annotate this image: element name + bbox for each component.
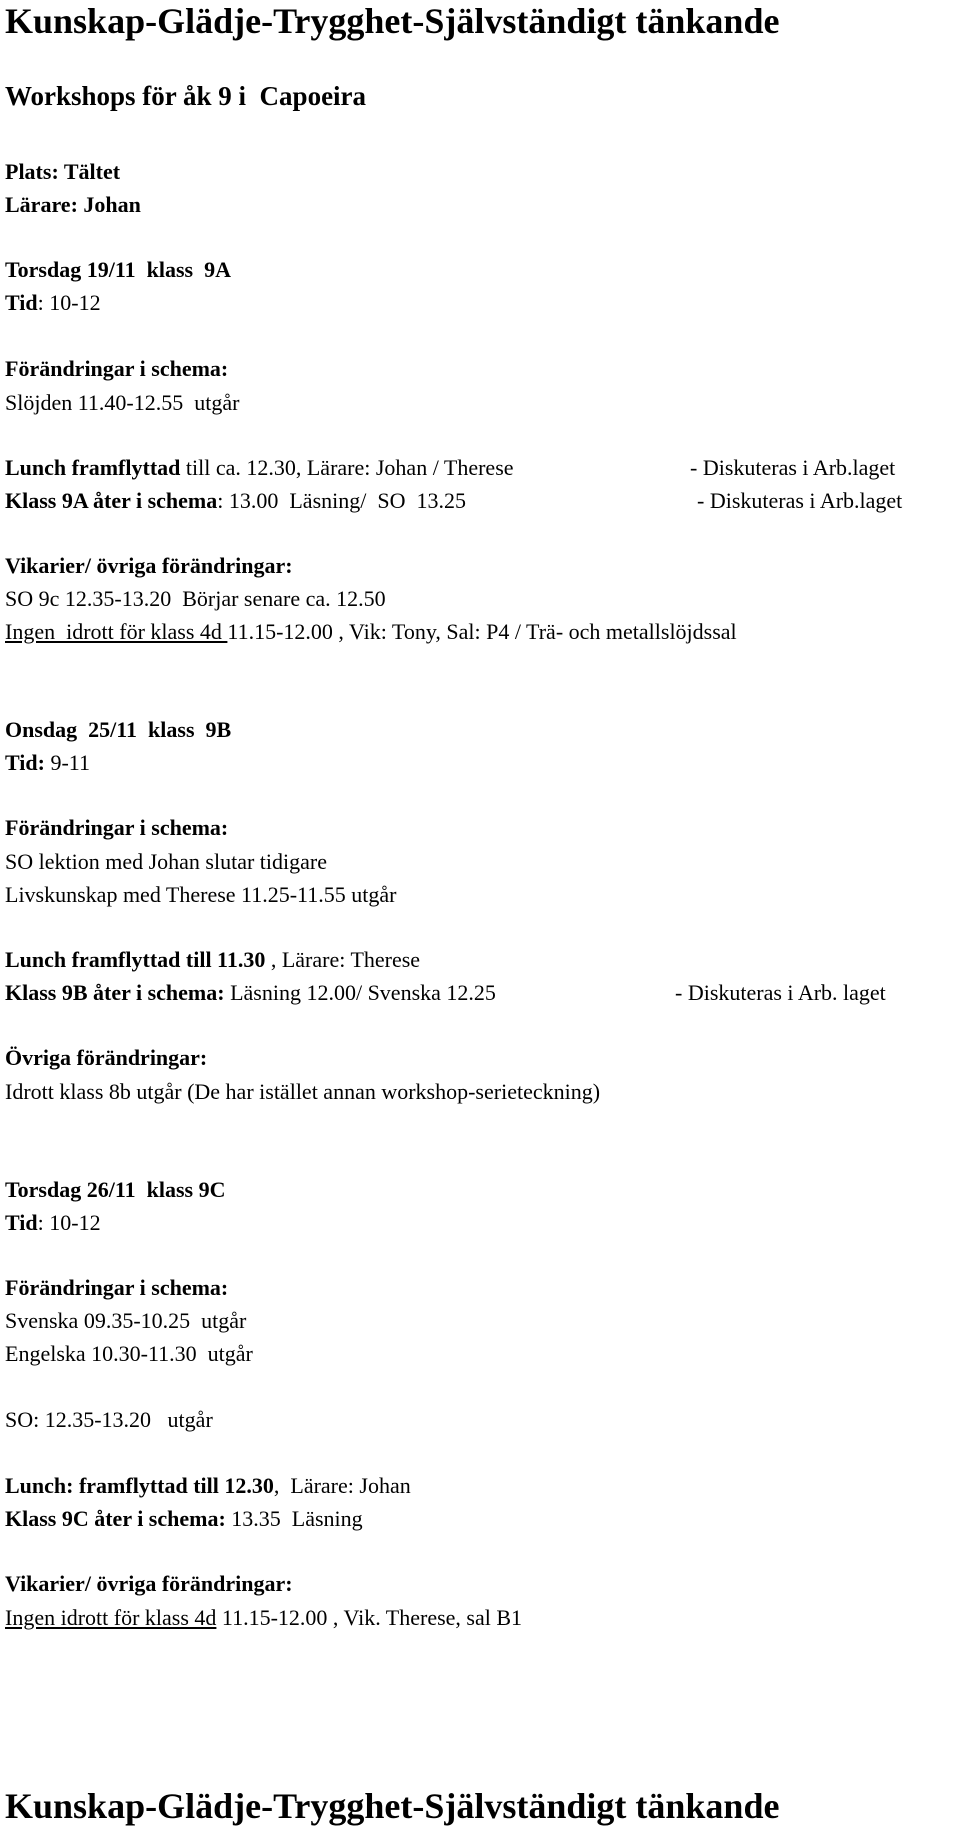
session-9a-changes-label: Förändringar i schema:	[5, 356, 229, 381]
motto-footer: Kunskap-Glädje-Trygghet-Självständigt tänkande	[5, 1786, 780, 1826]
session-9c-lunch: Lunch: framflyttad till 12.30, Lärare: Johan	[5, 1473, 411, 1498]
session-9b-change-item: SO lektion med Johan slutar tidigare	[5, 849, 327, 874]
session-9a-return: Klass 9A åter i schema: 13.00 Läsning/ SO 13.25	[5, 488, 466, 513]
session-9b-other-item: Idrott klass 8b utgår (De har istället annan workshop-serieteckning)	[5, 1079, 601, 1104]
document-title: Workshops för åk 9 i Capoeira	[5, 81, 367, 111]
session-9c-change-item: SO: 12.35-13.20 utgår	[5, 1407, 213, 1432]
session-9c-change-item: Engelska 10.30-11.30 utgår	[5, 1341, 253, 1366]
teacher: Lärare: Johan	[5, 192, 141, 217]
session-9a-subs-item: SO 9c 12.35-13.20 Börjar senare ca. 12.50	[5, 586, 386, 611]
session-9a-heading: Torsdag 19/11 klass 9A	[5, 257, 231, 282]
session-9a-lunch-note: - Diskuteras i Arb.laget	[690, 455, 896, 480]
session-9c-subs-item: Ingen idrott för klass 4d 11.15-12.00 , Vik. Therese, sal B1	[5, 1605, 523, 1630]
session-9b-change-item: Livskunskap med Therese 11.25-11.55 utgår	[5, 882, 397, 907]
session-9c-time: Tid: 10-12	[5, 1210, 101, 1235]
session-9a-lunch: Lunch framflyttad till ca. 12.30, Lärare: Johan / Therese	[5, 455, 514, 480]
session-9a-subs-item: Ingen idrott för klass 4d 11.15-12.00 , Vik: Tony, Sal: P4 / Trä- och metallslöjdssal	[5, 619, 737, 644]
session-9a-time: Tid: 10-12	[5, 290, 101, 315]
session-9b-time: Tid: 9-11	[5, 750, 90, 775]
session-9c-heading: Torsdag 26/11 klass 9C	[5, 1177, 226, 1202]
session-9c-return: Klass 9C åter i schema: 13.35 Läsning	[5, 1506, 363, 1531]
session-9a-return-note: - Diskuteras i Arb.laget	[697, 488, 903, 513]
session-9b-heading: Onsdag 25/11 klass 9B	[5, 717, 232, 742]
session-9b-changes-label: Förändringar i schema:	[5, 815, 229, 840]
motto-header: Kunskap-Glädje-Trygghet-Självständigt tänkande	[5, 1, 780, 41]
session-9b-other-label: Övriga förändringar:	[5, 1045, 208, 1070]
session-9c-subs-label: Vikarier/ övriga förändringar:	[5, 1571, 293, 1596]
session-9a-change-item: Slöjden 11.40-12.55 utgår	[5, 390, 240, 415]
session-9b-return-note: - Diskuteras i Arb. laget	[675, 980, 886, 1005]
session-9a-subs-label: Vikarier/ övriga förändringar:	[5, 553, 293, 578]
place: Plats: Tältet	[5, 159, 121, 184]
session-9c-change-item: Svenska 09.35-10.25 utgår	[5, 1308, 247, 1333]
session-9c-changes-label: Förändringar i schema:	[5, 1275, 229, 1300]
session-9b-return: Klass 9B åter i schema: Läsning 12.00/ Svenska 12.25	[5, 980, 496, 1005]
session-9b-lunch: Lunch framflyttad till 11.30 , Lärare: Therese	[5, 947, 421, 972]
